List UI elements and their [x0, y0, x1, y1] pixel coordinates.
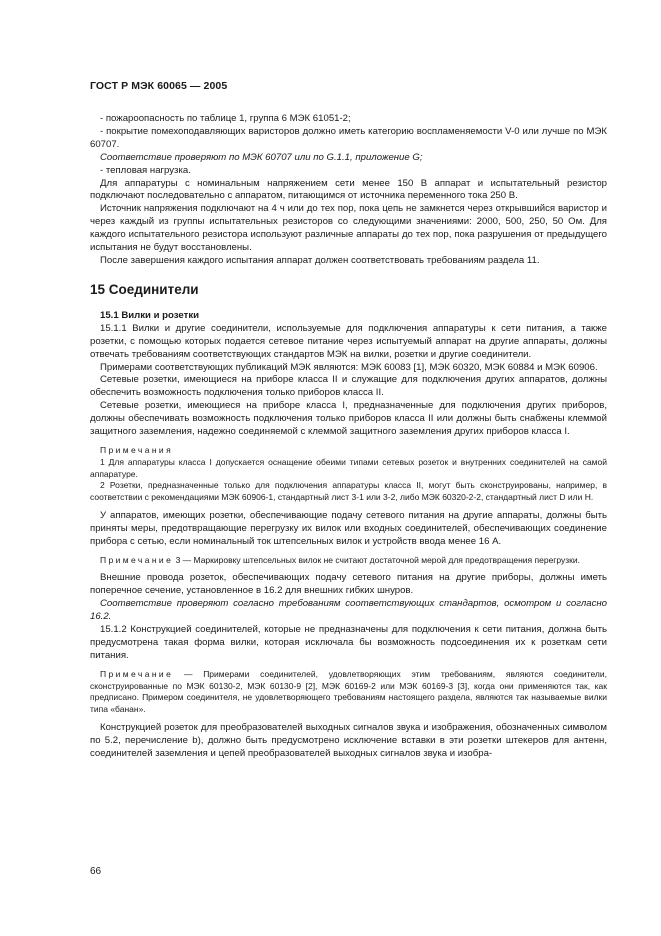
paragraph: У аппаратов, имеющих розетки, обеспечивающие подачу сетевого питания на другие аппараты, должны быть приняты меры, предотвращающие перегрузку их вилок или входных соединителей, обеспечивающих соединение прибора с сетью, если номинальный ток штепсельных вилок и устройств ввода менее 16 А. [90, 509, 607, 547]
note [90, 669, 607, 716]
page-number: 66 [90, 866, 102, 877]
subsection-title: 15.1 Вилки и розетки [100, 309, 200, 321]
paragraph: Для аппаратуры с номинальным напряжением сети менее 150 В аппарат и испытательный резистор подключают последовательно с аппаратом, питающимся от источника переменного тока 250 В. [90, 177, 607, 202]
paragraph: 15.1.2 Конструкцией соединителей, которые не предназначены для подключения к сети питания, должна быть предусмотрена такая форма вилки, которая исключала бы возможность подсоединения их к розеткам сети питания. [90, 624, 607, 661]
document-header: ГОСТ Р МЭК 60065 — 2005 [90, 80, 228, 92]
compliance-paragraph: Соответствие проверяют согласно требованиям соответствующих стандартов, осмотром и согласно 16.2. [90, 598, 607, 623]
note-text: 3 — Маркировку штепсельных вилок не считают достаточной мерой для предотвращения перегрузки. [173, 554, 581, 565]
note-label: Примечание [100, 668, 174, 679]
paragraph: - тепловая нагрузка. [100, 164, 191, 176]
note-label: Примечание [100, 554, 174, 565]
note: 1 Для аппаратуры класса I допускается оснащение обеими типами сетевых розеток и внутренних соединителей на самой аппаратуре. [90, 456, 607, 479]
section-title: 15 Соединители [90, 281, 199, 297]
notes-title: Примечания [100, 444, 174, 455]
paragraph: Сетевые розетки, имеющиеся на приборе класса II и служащие для подключения других аппаратов, должны обеспечить возможность подключения только приборов класса II. [90, 374, 607, 399]
paragraph: - пожароопасность по таблице 1, группа 6 МЭК 61051-2; [100, 113, 351, 124]
page-content [90, 113, 607, 761]
paragraph: - покрытие помехоподавляющих варисторов должно иметь категорию воспламеняемости V-0 или лучше по МЭК 60707. [90, 125, 607, 150]
paragraph: После завершения каждого испытания аппарат должен соответствовать требованиям раздела 11. [100, 254, 540, 266]
paragraph: Сетевые розетки, имеющиеся на приборе класса I, предназначенные для подключения других приборов, должны обеспечивать возможность подключения только приборов класса II или должны быть снабжены клеммой защитного заземления, надежно соединяемой с клеммой защитного заземления других приборов класса I. [90, 400, 607, 438]
compliance-paragraph: Соответствие проверяют по МЭК 60707 или по G.1.1, приложение G; [100, 151, 423, 163]
paragraph: Примерами соответствующих публикаций МЭК являются: МЭК 60083 [1], МЭК 60320, МЭК 60884 и МЭК 60906. [100, 361, 598, 373]
note: 2 Розетки, предназначенные только для подключения аппаратуры класса II, могут быть сконструированы, например, в соответствии с рекомендациями МЭК 60906-1, стандартный лист 3-1 или 3-2, либо МЭК 60320-2-2, стандартный лист D или H. [90, 480, 607, 503]
paragraph: Конструкцией розеток для преобразователей выходных сигналов звука и изображения, обозначенных символом по 5.2, перечисление b), должно быть предусмотрено исключение вставки в эти розетки штекеров для антенн, соединителей заземления и цепей преобразователей выходных сигналов звука и изобра- [90, 721, 607, 759]
paragraph: Внешние провода розеток, обеспечивающих подачу сетевого питания на другие приборы, должны иметь поперечное сечение, установленное в 16.2 для внешних гибких шнуров. [90, 572, 607, 597]
paragraph: 15.1.1 Вилки и другие соединители, используемые для подключения аппаратуры к сети питания, а также розетки, с помощью которых подается сетевое питание через испытуемый аппарат на другие аппараты, должны отвечать требованиям соответствующих стандартов МЭК на вилки, розетки и другие соединители. [90, 322, 607, 360]
note [90, 555, 607, 567]
paragraph: Источник напряжения подключают на 4 ч или до тех пор, пока цепь не замкнется через открывшийся варистор и через каждый из группы испытательных резисторов со следующими значениями: 2000, 500, 250, 50 Ом. Для каждого испытательного резистора используют различные аппараты до тех пор, пока разрушения от предыдущего испытания не будут восстановлены. [90, 203, 607, 254]
note-text: — Примерами соединителей, удовлетворяющих этим требованиям, являются соединители, сконструированные по МЭК 60130-2, МЭК 60130-9 [2], МЭК 60169-2 или МЭК 60169-3 [3], когда они применяются так, как предписано. Примером соединителя, не удовлетворяющего требованиям настоящего раздела, являются так называемые вилки типа «банан». [90, 668, 607, 715]
